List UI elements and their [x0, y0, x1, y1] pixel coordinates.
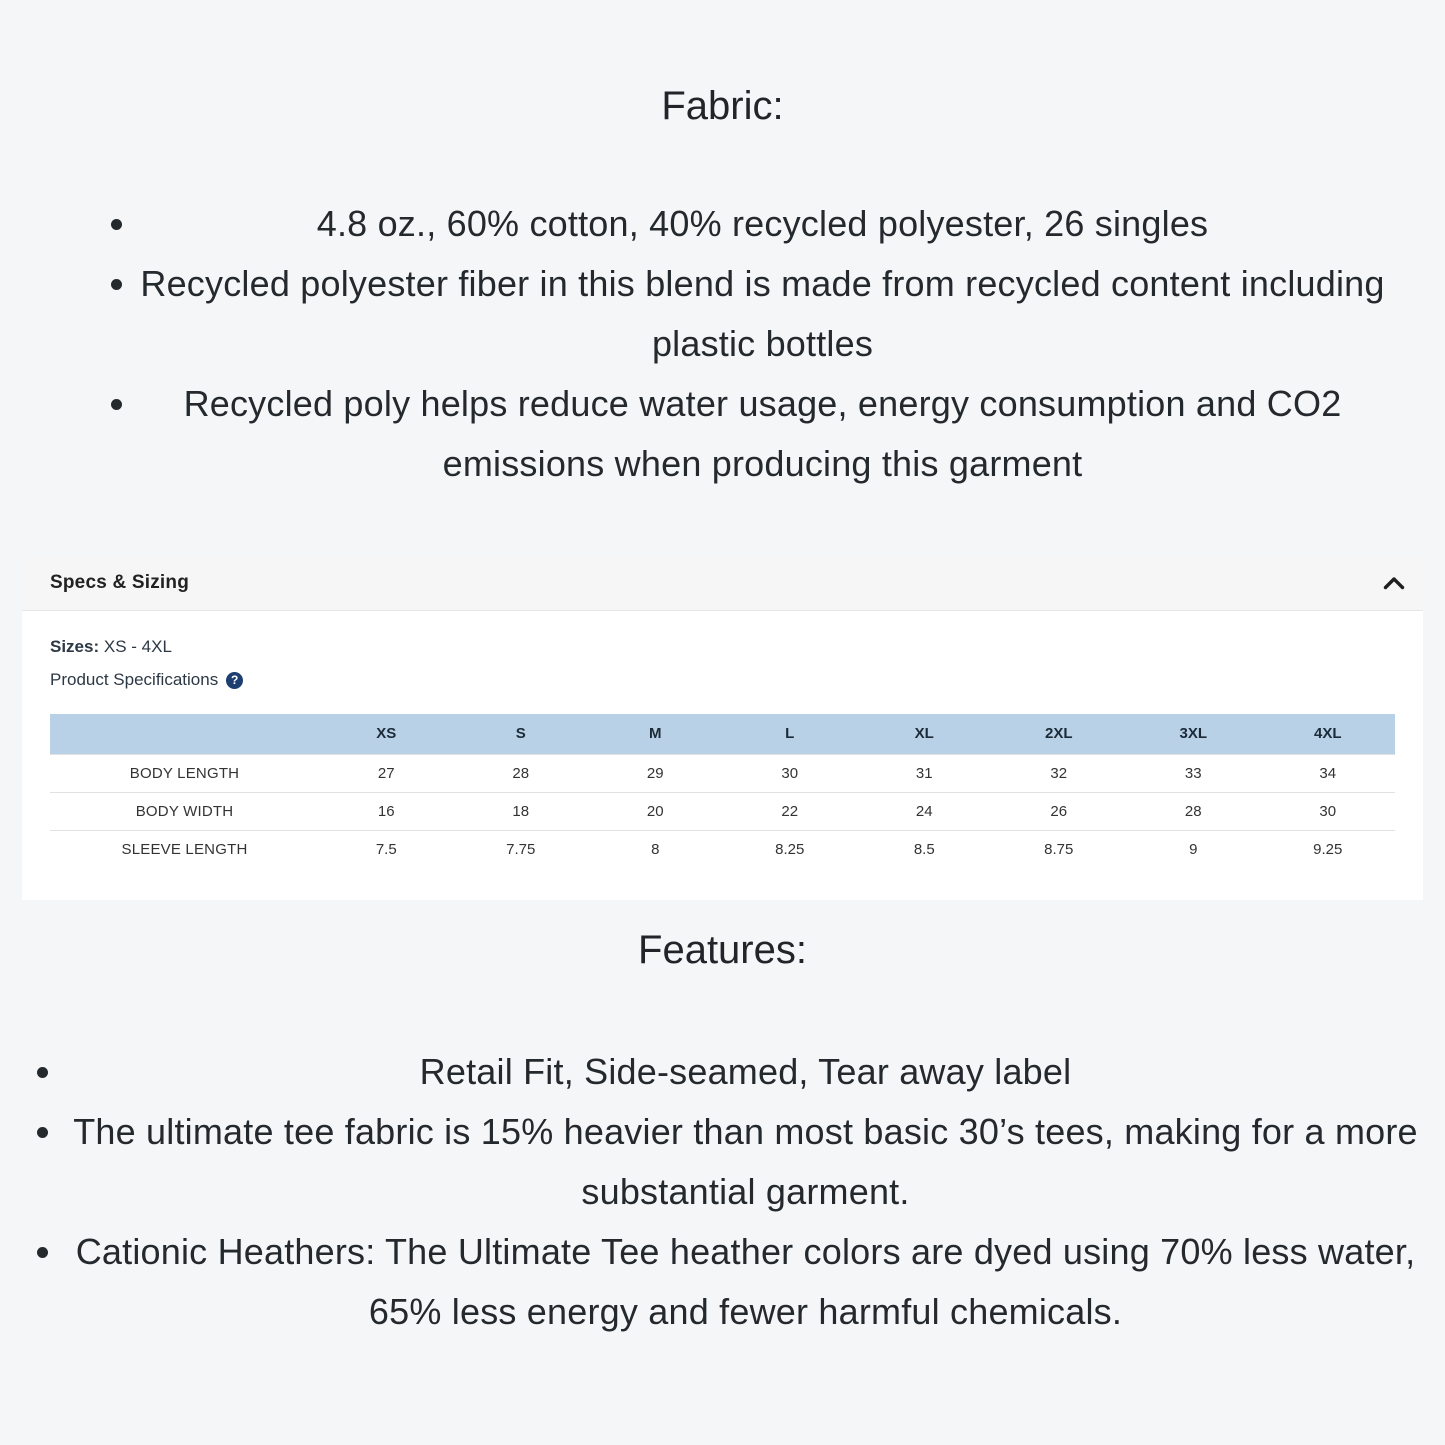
list-item: • Recycled poly helps reduce water usage, energy consumption and CO2 emissions when producing this garment [140, 374, 1385, 494]
fabric-bullet-list [0, 194, 1445, 494]
chevron-up-icon[interactable] [1383, 576, 1405, 590]
features-bullet-list [0, 1042, 1445, 1342]
size-value: 34 [1261, 754, 1396, 792]
size-value: 31 [857, 754, 992, 792]
product-specifications-table [50, 714, 1395, 868]
size-value: 8.25 [723, 830, 858, 868]
help-icon[interactable]: ? [226, 672, 243, 689]
product-specifications-label: Product Specifications [50, 670, 219, 689]
specs-sizing-content [22, 611, 1423, 900]
list-item: • 4.8 oz., 60% cotton, 40% recycled polyester, 26 singles [140, 194, 1385, 254]
size-value: 27 [319, 754, 454, 792]
list-item: • The ultimate tee fabric is 15% heavier than most basic 30’s tees, making for a more substantial garment. [66, 1102, 1425, 1222]
specs-sizing-panel [22, 556, 1423, 900]
size-value: 8 [588, 830, 723, 868]
size-value: 7.75 [454, 830, 589, 868]
table-header-row [50, 714, 1395, 754]
sizes-line [50, 637, 1395, 657]
product-specifications-line [50, 670, 1395, 690]
row-label: SLEEVE LENGTH [50, 830, 319, 868]
size-value: 28 [1126, 792, 1261, 830]
row-label: BODY LENGTH [50, 754, 319, 792]
size-value: 28 [454, 754, 589, 792]
fabric-heading: Fabric: [661, 84, 784, 128]
list-item: • Cationic Heathers: The Ultimate Tee heather colors are dyed using 70% less water, 65% less energy and fewer harmful chemicals. [66, 1222, 1425, 1342]
size-value: 24 [857, 792, 992, 830]
column-header: XS [319, 714, 454, 754]
size-value: 33 [1126, 754, 1261, 792]
size-value: 29 [588, 754, 723, 792]
size-value: 22 [723, 792, 858, 830]
list-item: • Recycled polyester fiber in this blend is made from recycled content including plastic bottles [140, 254, 1385, 374]
size-value: 16 [319, 792, 454, 830]
sizes-value: XS - 4XL [103, 637, 172, 656]
size-value: 20 [588, 792, 723, 830]
size-value: 32 [992, 754, 1127, 792]
size-value: 30 [1261, 792, 1396, 830]
column-header: L [723, 714, 858, 754]
column-header: S [454, 714, 589, 754]
table-row [50, 830, 1395, 868]
column-header: 2XL [992, 714, 1127, 754]
table-row [50, 792, 1395, 830]
size-value: 30 [723, 754, 858, 792]
table-row [50, 754, 1395, 792]
column-header: 4XL [1261, 714, 1396, 754]
column-header: XL [857, 714, 992, 754]
size-value: 26 [992, 792, 1127, 830]
size-value: 18 [454, 792, 589, 830]
size-value: 8.5 [857, 830, 992, 868]
specs-sizing-title: Specs & Sizing [50, 572, 190, 593]
specs-sizing-accordion-header[interactable] [22, 556, 1423, 611]
size-value: 7.5 [319, 830, 454, 868]
list-item: • Retail Fit, Side-seamed, Tear away label [66, 1042, 1425, 1102]
size-value: 9.25 [1261, 830, 1396, 868]
column-header: M [588, 714, 723, 754]
corner-cell [50, 714, 319, 754]
features-heading: Features: [638, 928, 807, 972]
column-header: 3XL [1126, 714, 1261, 754]
size-value: 8.75 [992, 830, 1127, 868]
row-label: BODY WIDTH [50, 792, 319, 830]
size-value: 9 [1126, 830, 1261, 868]
sizes-label: Sizes: [50, 637, 100, 656]
